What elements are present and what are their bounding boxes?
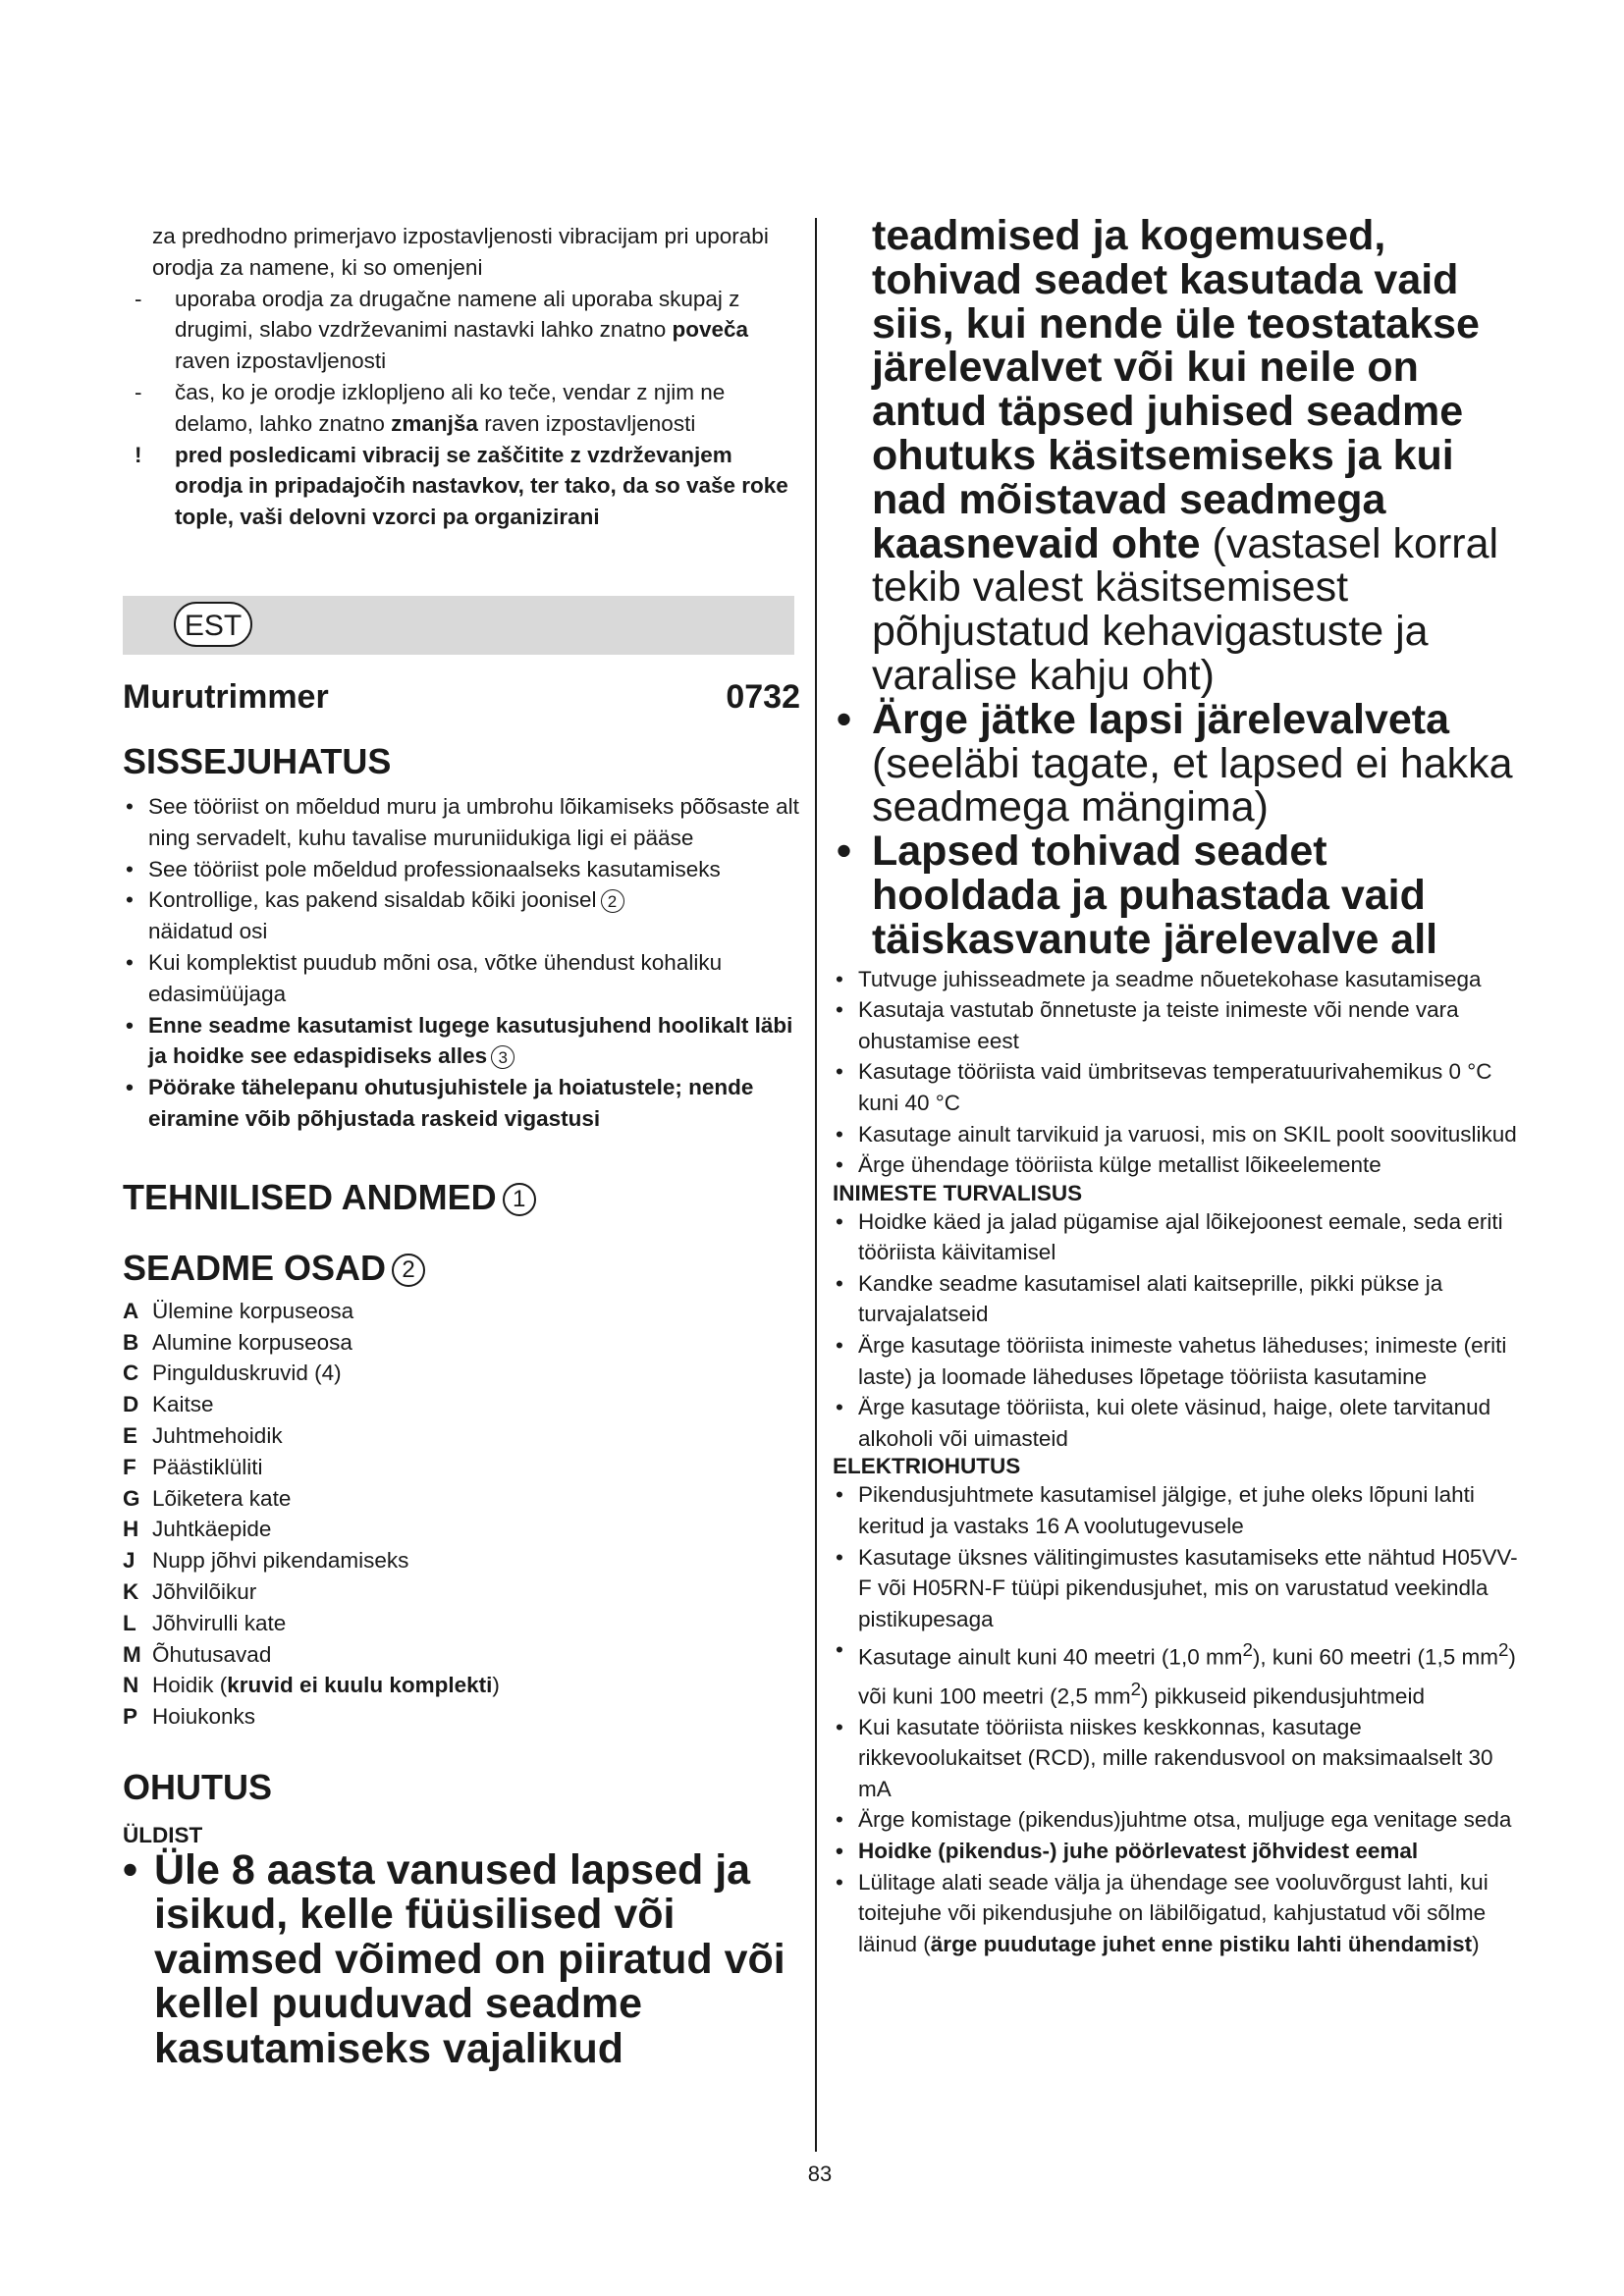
safety-heading: OHUTUS xyxy=(123,1766,272,1807)
figure-ref-1: 1 xyxy=(503,1183,536,1216)
page-number: 83 xyxy=(807,2162,833,2186)
general-subheading: ÜLDIST xyxy=(123,1822,203,1847)
part-row: G Lõiketera kate xyxy=(123,1485,292,1511)
tech-data-heading: TEHNILISED ANDMED 1 xyxy=(123,1176,800,1219)
product-code: 0732 xyxy=(726,677,800,716)
list-item: • Enne seadme kasutamist lugege kasutusjuhend hoolikalt läbi ja hoidke see edaspidiseks alles 3 xyxy=(126,1012,793,1069)
left-column xyxy=(123,221,800,2071)
list-item: • Kasutage ainult tarvikuid ja varuosi, mis on SKIL poolt soovituslikud xyxy=(836,1121,1517,1147)
list-item: • See tööriist on mõeldud muru ja umbrohu lõikamiseks põõsaste alt ning servadelt, kuhu tavalise muruniidukiga ligi ei pääse xyxy=(126,793,799,850)
part-row: E Juhtmehoidik xyxy=(123,1422,283,1448)
part-row: B Alumine korpuseosa xyxy=(123,1329,352,1355)
right-column xyxy=(833,214,1520,1959)
parts-heading: SEADME OSAD 2 xyxy=(123,1247,800,1290)
list-item: • Kasutaja vastutab õnnetuste ja teiste inimeste või nende vara ohustamise eest xyxy=(836,997,1459,1053)
product-name: Murutrimmer xyxy=(123,677,329,716)
list-item: • Pikendusjuhtmete kasutamisel jälgige, et juhe oleks lõpuni lahti keritud ja vastaks 16 A voolutugevusele xyxy=(836,1482,1475,1539)
part-row: L Jõhvirulli kate xyxy=(123,1610,287,1635)
product-title-row xyxy=(123,678,800,717)
part-row: C Pingulduskruvid (4) xyxy=(123,1361,342,1386)
language-badge: EST xyxy=(174,602,252,647)
list-item: • Tutvuge juhisseadmete ja seadme nõuetekohase kasutamisega xyxy=(836,966,1482,991)
personal-safety-heading: INIMESTE TURVALISUS xyxy=(833,1180,1083,1205)
part-row: H Juhtkäepide xyxy=(123,1517,272,1542)
part-row: P Hoiukonks xyxy=(123,1704,256,1730)
part-row: D Kaitse xyxy=(123,1392,214,1417)
list-item: • Ärge kasutage tööriista inimeste vahetus läheduses; inimeste (eriti laste) ja loomade läheduses lõpetage tööriista kasutamine xyxy=(836,1333,1507,1389)
list-item: • Kontrollige, kas pakend sisaldab kõiki joonisel 2 näidatud osi xyxy=(123,884,800,947)
list-item: • Kasutage ainult kuni 40 meetri (1,0 $mm^2$), kuni 60 meetri (1,5 $mm^2$) või kuni 100 meetri (2,5 $mm^2$) pikkuseid pikendusjuhtmeid xyxy=(836,1637,1516,1709)
big-warning-bullet: • Lapsed tohivad seadet hooldada ja puhastada vaid täiskasvanute järelevalve all xyxy=(837,828,1438,963)
dash-item: - čas, ko je orodje izklopljeno ali ko teče, vendar z njim ne delamo, lahko znatno zmanjša raven izpostavljenosti xyxy=(135,379,726,436)
list-item: • Kandke seadme kasutamisel alati kaitseprille, pikki pükse ja turvajalatseid xyxy=(836,1270,1443,1327)
intro-list xyxy=(123,791,800,1135)
figure-ref-3: 3 xyxy=(491,1045,514,1069)
figure-ref-2: 2 xyxy=(601,889,624,913)
part-row: N Hoidik (kruvid ei kuulu komplekti) xyxy=(123,1673,500,1698)
big-warning-bullet: • Ärge jätke lapsi järelevalveta (seeläbi tagate, et lapsed ei hakka seadmega mängima) xyxy=(837,695,1513,831)
list-item: • See tööriist pole mõeldud professionaalseks kasutamiseks xyxy=(126,856,721,881)
personal-safety-list xyxy=(833,1206,1520,1455)
list-item: • Ärge ühendage tööriista külge metallist lõikeelemente xyxy=(836,1152,1381,1178)
column-divider xyxy=(815,218,817,2152)
list-item: • Kasutage tööriista vaid ümbritsevas temperatuurivahemikus 0 °C kuni 40 °C xyxy=(836,1059,1492,1115)
big-warning-bullet: • Üle 8 aasta vanused lapsed ja isikud, kelle füüsilised või vaimsed võimed on piiratud või kellel puuduvad seadme kasutamiseks vajalikud xyxy=(123,1845,785,2072)
part-row: M Õhutusavad xyxy=(123,1641,272,1667)
warning-note: ! pred posledicami vibracij se zaščitite z vzdrževanjem orodja in pripadajočih nastavkov, ter tako, da so vaše roke tople, vaši delovni vzorci pa organizirani xyxy=(135,442,788,530)
list-item: • Kasutage üksnes välitingimustes kasutamiseks ette nähtud H05VV-F või H05RN-F tüüpi pikendusjuhet, mis on varustatud veekindla pistikupesaga xyxy=(836,1544,1518,1631)
dash-item: - uporaba orodja za drugačne namene ali uporaba skupaj z drugimi, slabo vzdrževanimi nastavki lahko znatno poveča raven izpostavljenosti xyxy=(135,286,749,374)
part-row: K Jõhvilõikur xyxy=(123,1578,257,1604)
list-item: • Hoidke käed ja jalad pügamise ajal lõikejoonest eemale, seda eriti tööriista käivitamisel xyxy=(836,1208,1503,1265)
list-item: • Ärge kasutage tööriista, kui olete väsinud, haige, olete tarvitanud alkoholi või uimasteid xyxy=(836,1395,1491,1451)
intro-heading: SISSEJUHATUS xyxy=(123,740,392,781)
part-row: J Nupp jõhvi pikendamiseks xyxy=(123,1548,409,1574)
list-item: • Hoidke (pikendus-) juhe pöörlevatest jõhvidest eemal xyxy=(836,1838,1419,1863)
list-item: • Pöörake tähelepanu ohutusjuhistele ja hoiatustele; nende eiramine võib põhjustada raskeid vigastusi xyxy=(126,1075,754,1131)
electrical-safety-list xyxy=(833,1479,1520,1959)
part-row: A Ülemine korpuseosa xyxy=(123,1298,354,1323)
list-item: • Ärge komistage (pikendus)juhtme otsa, muljuge ega venitage seda xyxy=(836,1807,1512,1833)
figure-ref-2: 2 xyxy=(392,1254,425,1287)
language-band xyxy=(123,596,794,655)
general-list xyxy=(833,964,1520,1181)
parts-list xyxy=(123,1296,800,1733)
list-item: • Kui kasutate tööriista niiskes keskkonnas, kasutage rikkevoolukaitset (RCD), mille rakendusvool on maksimaalselt 30 mA xyxy=(836,1714,1493,1801)
intro-continuation: za predhodno primerjavo izpostavljenosti vibracijam pri uporabi orodja za namene, ki so omenjeni xyxy=(152,224,769,280)
list-item: • Lülitage alati seade välja ja ühendage see vooluvõrgust lahti, kui toitejuhe või pikendusjuhe on läbilõigatud, kahjustatud või sõlme läinud (ärge puudutage juhet enne pistiku lahti ühendamist) xyxy=(836,1869,1489,1956)
electrical-safety-heading: ELEKTRIOHUTUS xyxy=(833,1454,1021,1479)
part-row: F Päästiklüliti xyxy=(123,1454,263,1479)
continued-warning: teadmised ja kogemused, tohivad seadet kasutada vaid siis, kui nende üle teostatakse järelevalvet või kui neile on antud täpsed juhised seadme ohutuks käsitsemiseks ja kui nad mõistavad seadmega kaasnevaid ohte (vastasel korral tekib valest käsitsemisest põhjustatud kehavigastuste ja varalise kahju oht) xyxy=(872,212,1499,699)
list-item: • Kui komplektist puudub mõni osa, võtke ühendust kohaliku edasimüüjaga xyxy=(126,949,723,1006)
